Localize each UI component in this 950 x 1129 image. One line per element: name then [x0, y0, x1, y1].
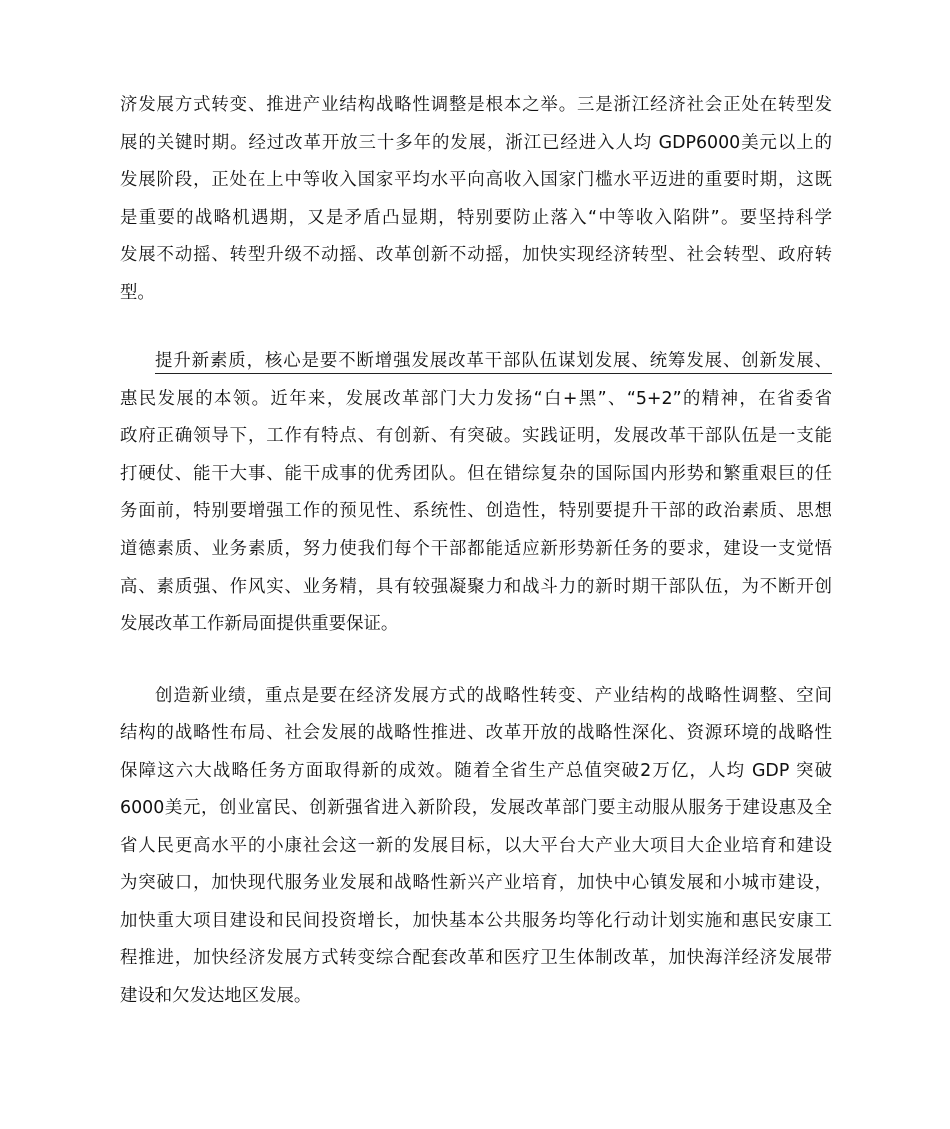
paragraph-1-line-4: 是重要的战略机遇期，又是矛盾凸显期，特别要防止落入“中等收入陷阱”。要坚持科学	[120, 208, 832, 228]
paragraph-3-line-6: 为突破口，加快现代服务业发展和战略性新兴产业培育，加快中心镇发展和小城市建设，	[120, 873, 832, 893]
paragraph-3-line-4: 6000美元，创业富民、创新强省进入新阶段，发展改革部门要主动服从服务于建设惠及全	[120, 798, 832, 818]
paragraph-2-line-5: 务面前，特别要增强工作的预见性、系统性、创造性，特别要提升干部的政治素质、思想	[120, 501, 832, 521]
paragraph-2-line-2: 惠民发展的本领。近年来，发展改革部门大力发扬“白+黑”、“5+2”的精神，在省委省	[120, 389, 832, 409]
paragraph-2-line-1: 提升新素质，核心是要不断增强发展改革干部队伍谋划发展、统筹发展、创新发展、	[155, 349, 832, 374]
paragraph-2-line-6: 道德素质、业务素质，努力使我们每个干部都能适应新形势新任务的要求，建设一支觉悟	[120, 539, 832, 559]
paragraph-1-line-3: 发展阶段，正处在上中等收入国家平均水平向高收入国家门槛水平迈进的重要时期，这既	[120, 170, 832, 190]
paragraph-3-line-5: 省人民更高水平的小康社会这一新的发展目标，以大平台大产业大项目大企业培育和建设	[120, 836, 832, 856]
paragraph-1-line-2: 展的关键时期。经过改革开放三十多年的发展，浙江已经进入人均 GDP6000美元以上的	[120, 133, 832, 153]
paragraph-3-line-3: 保障这六大战略任务方面取得新的成效。随着全省生产总值突破2万亿，人均 GDP 突破	[120, 761, 832, 781]
paragraph-2-line-3: 政府正确领导下，工作有特点、有创新、有突破。实践证明，发展改革干部队伍是一支能	[120, 426, 832, 446]
paragraph-3-line-9: 建设和欠发达地区发展。	[120, 986, 312, 1006]
paragraph-1-line-1: 济发展方式转变、推进产业结构战略性调整是根本之举。三是浙江经济社会正处在转型发	[120, 95, 832, 115]
paragraph-3-line-1: 创造新业绩，重点是要在经济发展方式的战略性转变、产业结构的战略性调整、空间	[155, 686, 832, 706]
paragraph-3-line-7: 加快重大项目建设和民间投资增长，加快基本公共服务均等化行动计划实施和惠民安康工	[120, 911, 832, 931]
paragraph-2-line-8: 发展改革工作新局面提供重要保证。	[120, 614, 399, 634]
paragraph-3-line-2: 结构的战略性布局、社会发展的战略性推进、改革开放的战略性深化、资源环境的战略性	[120, 723, 832, 743]
paragraph-1-line-5: 发展不动摇、转型升级不动摇、改革创新不动摇，加快实现经济转型、社会转型、政府转	[120, 245, 832, 265]
paragraph-1-line-6: 型。	[120, 283, 155, 303]
paragraph-2-line-7: 高、素质强、作风实、业务精，具有较强凝聚力和战斗力的新时期干部队伍，为不断开创	[120, 577, 832, 597]
paragraph-3-line-8: 程推进，加快经济发展方式转变综合配套改革和医疗卫生体制改革，加快海洋经济发展带	[120, 948, 832, 968]
paragraph-2-line-4: 打硬仗、能干大事、能干成事的优秀团队。但在错综复杂的国际国内形势和繁重艰巨的任	[120, 464, 832, 484]
